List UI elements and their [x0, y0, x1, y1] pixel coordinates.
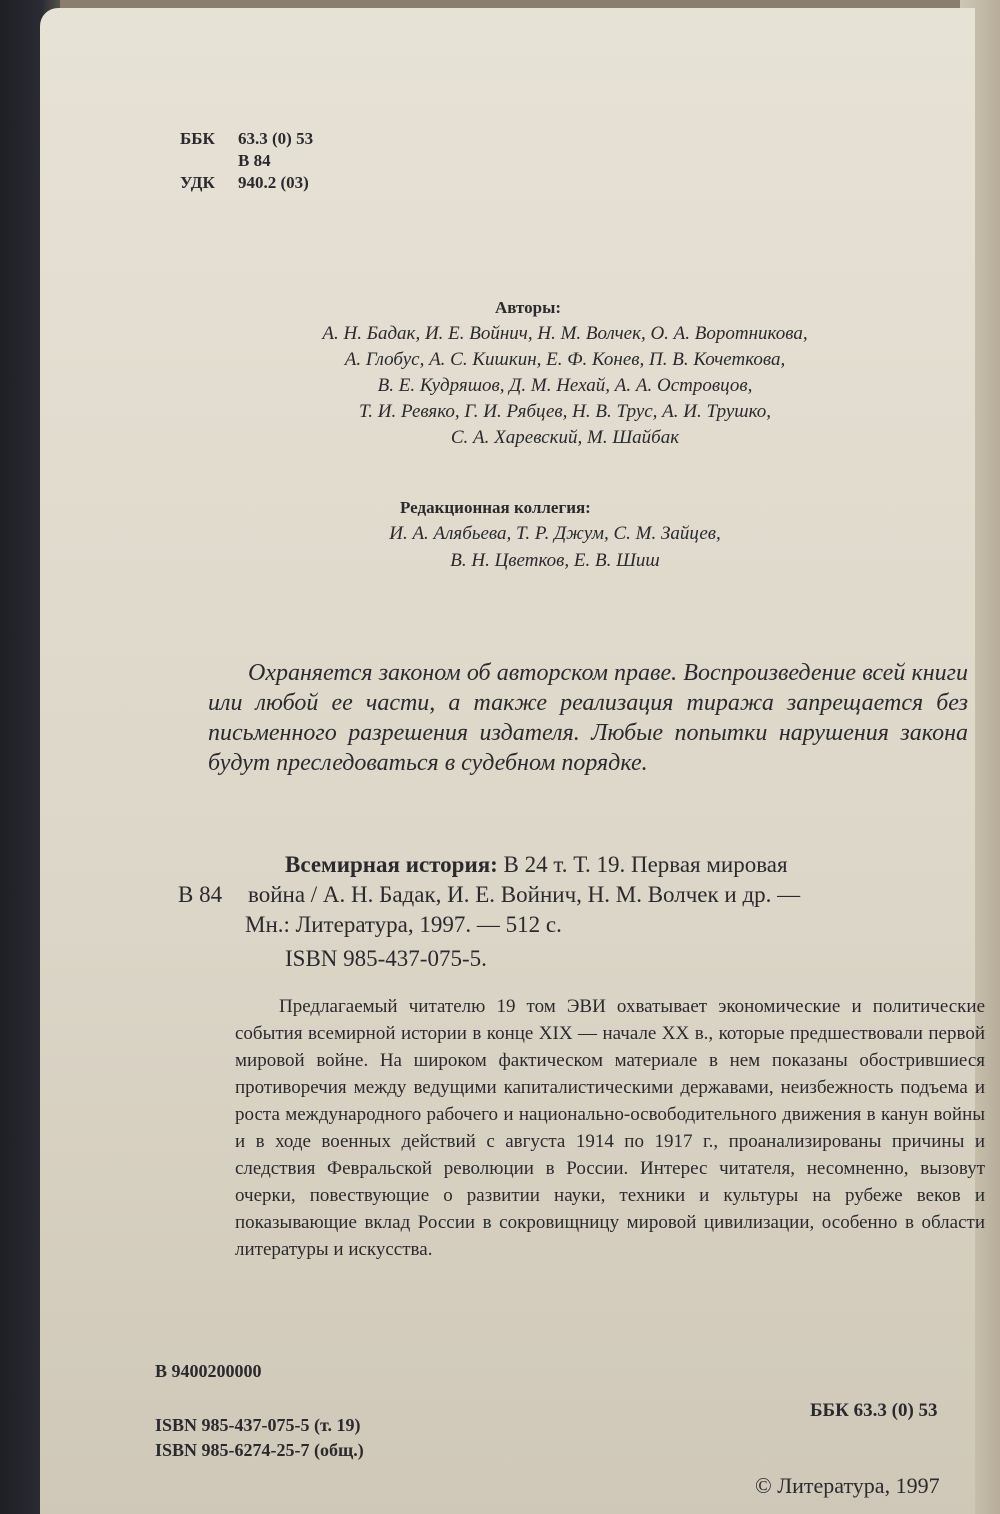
- authors-heading: Авторы:: [495, 298, 562, 317]
- copyright-publisher: © Литература, 1997: [755, 1473, 940, 1498]
- bbk-label: ББК: [180, 129, 215, 148]
- bibliographic-record: [140, 850, 980, 974]
- editors-heading: Редакционная коллегия:: [400, 498, 591, 517]
- annotation-text: Предлагаемый читателю 19 том ЭВИ охватывает экономические и политические события всемирной истории в конце XIX — начале XX в., которые предшествовали первой мировой войне. На широком фактическом материале в нем показаны обострившиеся противоречия между ведущими капиталистическими державами, неизбежность подъема и роста международного рабочего и национально-освободительного движения в канун войны и в ходе военных действий с августа 1914 по 1917 г., проанализированы причины и следствия Февральской революции в России. Интерес читателя, несомненно, вызовут очерки, повествующие о развитии науки, техники и культуры на рубеже веков и показывающие вклад России в сокровищницу мировой цивилизации, особенно в области литературы и искусства.: [235, 996, 985, 1260]
- b-code: В 9400200000: [155, 1361, 262, 1381]
- bbk-value: 63.3 (0) 53: [238, 129, 314, 148]
- book-title: Всемирная история:: [285, 852, 498, 877]
- authors-line: А. Н. Бадак, И. Е. Войнич, Н. М. Волчек, О. А. Воротникова,: [322, 323, 808, 344]
- bbk-footer: ББК 63.3 (0) 53: [810, 1400, 938, 1421]
- udk-value: 940.2 (03): [238, 173, 309, 192]
- author-mark: В 84: [238, 151, 271, 170]
- isbn-volume: ISBN 985-437-075-5 (т. 19): [155, 1415, 361, 1435]
- biblio-isbn: ISBN 985-437-075-5.: [285, 946, 487, 971]
- authors-line: В. Е. Кудряшов, Д. М. Нехай, А. А. Островцов,: [377, 375, 753, 396]
- editors-line: И. А. Алябьева, Т. Р. Джум, С. М. Зайцев,: [389, 523, 721, 544]
- authors-list: [220, 321, 910, 451]
- authors-line: С. А. Харевский, М. Шайбак: [450, 427, 680, 448]
- annotation: [235, 993, 985, 1263]
- editors-line: В. Н. Цветков, Е. В. Шиш: [450, 550, 660, 571]
- biblio-authors: война / А. Н. Бадак, И. Е. Войнич, Н. М. Волчек и др. —: [248, 882, 801, 907]
- isbn-general: ISBN 985-6274-25-7 (общ.): [155, 1440, 364, 1460]
- copyright-notice: [208, 658, 968, 778]
- udk-label: УДК: [180, 173, 215, 192]
- authors-line: Т. И. Ревяко, Г. И. Рябцев, Н. В. Трус, А. И. Трушко,: [358, 401, 772, 422]
- book-volume: В 24 т. Т. 19. Первая мировая: [503, 852, 788, 877]
- book-page: [40, 8, 985, 1514]
- authors-line: А. Глобус, А. С. Кишкин, Е. Ф. Конев, П. В. Кочеткова,: [344, 349, 786, 370]
- catalog-codes: [180, 128, 313, 194]
- biblio-publisher: Мн.: Литература, 1997. — 512 с.: [245, 912, 562, 937]
- copyright-text: Охраняется законом об авторском праве. Воспроизведение всей книги или любой ее части, а также реализация тиража запрещается без письменного разрешения издателя. Любые попытки нарушения закона будут преследоваться в судебном порядке.: [208, 660, 968, 776]
- biblio-code: В 84: [178, 882, 223, 907]
- editors-list: [330, 520, 780, 574]
